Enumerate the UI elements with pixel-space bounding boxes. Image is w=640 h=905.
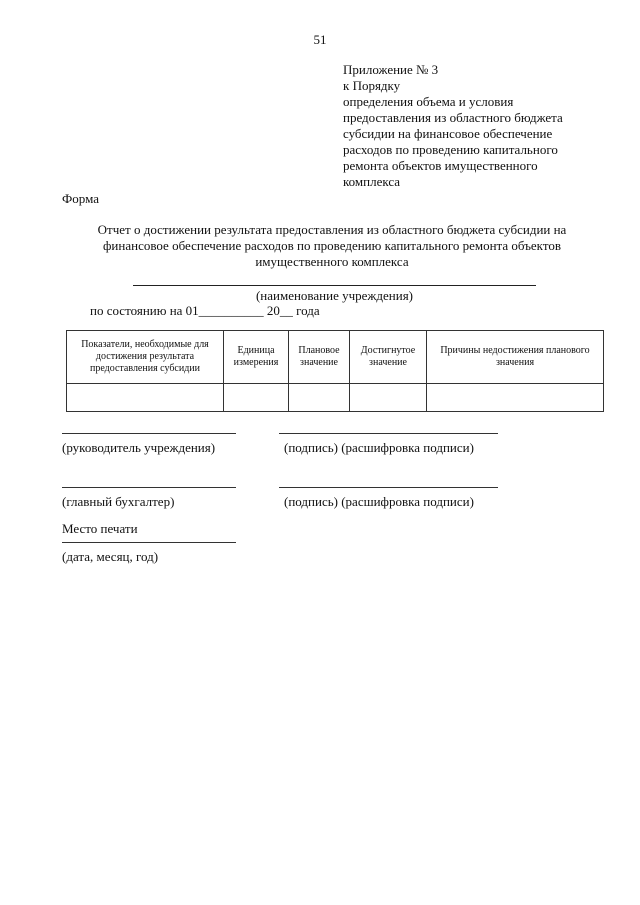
appendix-line: Приложение № 3 (343, 62, 439, 77)
date-line[interactable] (62, 542, 236, 543)
seal-label: Место печати (62, 521, 138, 536)
report-title-line: финансовое обеспечение расходов по проведению капитального ремонта объектов (103, 238, 561, 253)
accountant-line[interactable] (62, 487, 236, 488)
as-of-date: по состоянию на 01__________ 20__ года (90, 303, 320, 318)
form-label: Форма (62, 191, 99, 206)
header-indicators: Показатели, необходимые для достижения результата предоставления субсидии (67, 331, 224, 384)
appendix-line: к Порядку (343, 78, 401, 93)
head-line[interactable] (62, 433, 236, 434)
header-unit: Единица измерения (224, 331, 289, 384)
appendix-line: субсидии на финансовое обеспечение (343, 126, 553, 141)
cell-reasons[interactable] (427, 384, 604, 412)
page-number: 51 (313, 32, 327, 47)
appendix-block (343, 62, 603, 190)
header-planned: Плановое значение (289, 331, 350, 384)
cell-indicators[interactable] (67, 384, 224, 412)
appendix-line: определения объема и условия (343, 94, 514, 109)
report-title-line: имущественного комплекса (255, 254, 409, 269)
accountant-label: (главный бухгалтер) (62, 494, 175, 509)
table-row (67, 384, 604, 412)
report-title (62, 222, 602, 270)
cell-planned[interactable] (289, 384, 350, 412)
header-achieved: Достигнутое значение (350, 331, 427, 384)
cell-achieved[interactable] (350, 384, 427, 412)
table-header-row (67, 331, 604, 384)
accountant-signature-line[interactable] (279, 487, 498, 488)
date-label: (дата, месяц, год) (62, 549, 159, 564)
appendix-line: предоставления из областного бюджета (343, 110, 563, 125)
head-signature-caption: (подпись) (расшифровка подписи) (284, 440, 474, 455)
head-signature-line[interactable] (279, 433, 498, 434)
report-table (66, 330, 604, 412)
appendix-line: расходов по проведению капитального (343, 142, 558, 157)
accountant-signature-caption: (подпись) (расшифровка подписи) (284, 494, 474, 509)
appendix-line: ремонта объектов имущественного (343, 158, 538, 173)
header-reasons: Причины недостижения планового значения (427, 331, 604, 384)
institution-caption: (наименование учреждения) (255, 288, 414, 303)
appendix-line: комплекса (343, 174, 401, 189)
cell-unit[interactable] (224, 384, 289, 412)
institution-name-line[interactable] (133, 285, 536, 286)
head-label: (руководитель учреждения) (62, 440, 216, 455)
report-title-line: Отчет о достижении результата предоставления из областного бюджета субсидии на (97, 222, 567, 237)
